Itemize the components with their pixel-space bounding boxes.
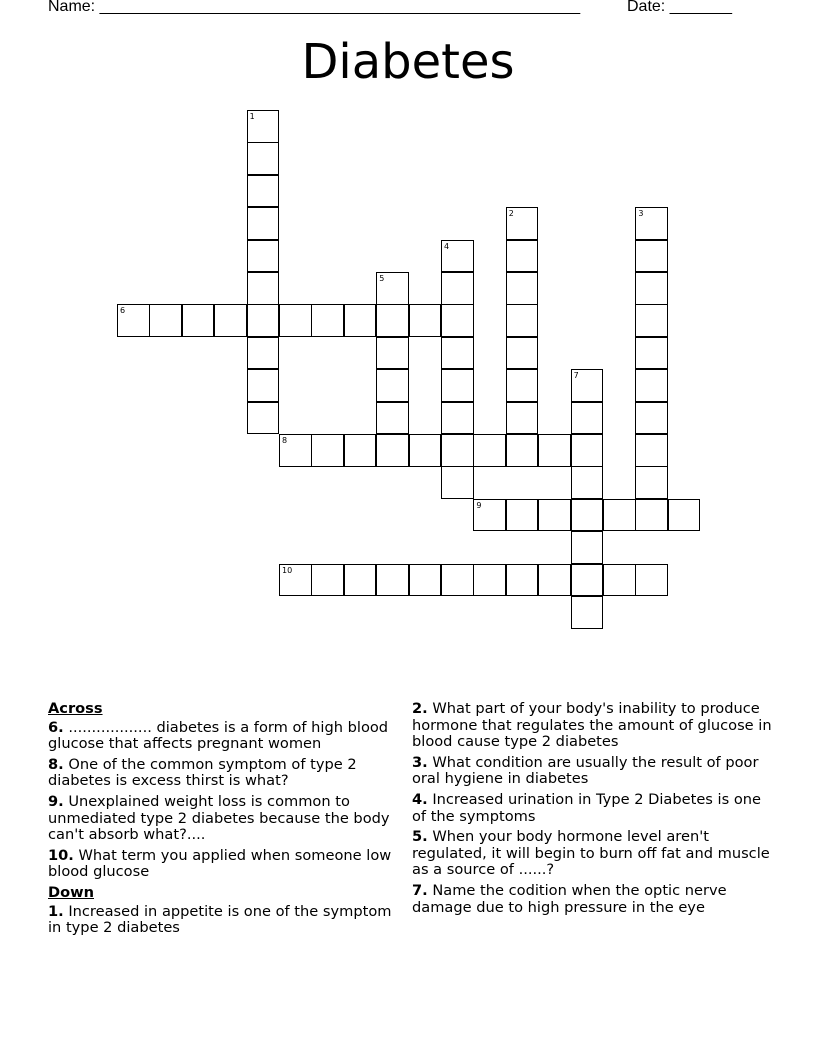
crossword-cell[interactable] (441, 402, 474, 435)
crossword-cell[interactable] (247, 175, 280, 208)
crossword-cell[interactable] (506, 369, 539, 402)
crossword-cell[interactable] (571, 564, 604, 597)
down-heading: Down (48, 883, 95, 901)
crossword-cell[interactable] (635, 466, 668, 499)
crossword-cell[interactable] (538, 564, 571, 597)
clue-number: 9 (476, 500, 482, 510)
crossword-cell[interactable] (376, 564, 409, 597)
clue-number: 6 (120, 306, 126, 316)
crossword-cell[interactable] (247, 337, 280, 370)
crossword-cell[interactable] (635, 499, 668, 532)
date-field-label: Date: _______ (627, 0, 732, 15)
crossword-cell[interactable] (247, 402, 280, 435)
crossword-cell[interactable] (247, 240, 280, 273)
crossword-cell[interactable] (506, 499, 539, 532)
crossword-cell[interactable] (279, 564, 312, 597)
crossword-cell[interactable] (117, 304, 150, 337)
crossword-cell[interactable] (441, 434, 474, 467)
crossword-cell[interactable] (279, 434, 312, 467)
clue-number: 8 (282, 436, 288, 445)
crossword-cell[interactable] (376, 304, 409, 337)
crossword-cell[interactable] (668, 499, 701, 532)
crossword-cell[interactable] (538, 499, 571, 532)
clue-number: 7 (573, 371, 579, 381)
crossword-cell[interactable] (571, 369, 604, 402)
clues-left-column (48, 701, 408, 941)
crossword-cell[interactable] (409, 304, 442, 337)
crossword-cell[interactable] (506, 337, 539, 370)
crossword-cell[interactable] (247, 369, 280, 402)
crossword-cell[interactable] (635, 337, 668, 370)
crossword-cell[interactable] (506, 402, 539, 435)
crossword-cell[interactable] (603, 499, 636, 532)
crossword-cell[interactable] (182, 304, 215, 337)
crossword-cell[interactable] (441, 240, 474, 273)
crossword-cell[interactable] (247, 207, 280, 240)
crossword-cell[interactable] (506, 564, 539, 597)
crossword-cell[interactable] (571, 434, 604, 467)
crossword-cell[interactable] (506, 207, 539, 240)
clue-number: 3 (638, 209, 644, 219)
crossword-cell[interactable] (214, 304, 247, 337)
crossword-cell[interactable] (571, 531, 604, 564)
clue-across-8: 8. One of the common symptom of type 2 diabetes is excess thirst is what? (48, 755, 357, 790)
crossword-cell[interactable] (538, 434, 571, 467)
crossword-cell[interactable] (441, 337, 474, 370)
crossword-cell[interactable] (473, 564, 506, 597)
clue-across-9: 9. Unexplained weight loss is common to unmediated type 2 diabetes because the body can't absorb what?.... (48, 792, 390, 844)
crossword-cell[interactable] (635, 207, 668, 240)
crossword-cell[interactable] (311, 434, 344, 467)
clue-number: 4 (444, 241, 450, 251)
crossword-cell[interactable] (376, 434, 409, 467)
clue-number: 2 (508, 209, 514, 219)
crossword-cell[interactable] (344, 434, 377, 467)
clue-down-4: 4. Increased urination in Type 2 Diabetes is one of the symptoms (412, 790, 761, 825)
crossword-cell[interactable] (635, 240, 668, 273)
clue-down-5: 5. When your body hormone level aren't regulated, it will begin to burn off fat and muscle as a source of ......? (412, 828, 770, 879)
crossword-cell[interactable] (506, 272, 539, 305)
crossword-cell[interactable] (473, 499, 506, 532)
clue-across-6: 6. .................. diabetes is a form of high blood glucose that affects pregnant women (48, 718, 389, 753)
crossword-cell[interactable] (311, 564, 344, 597)
crossword-cell[interactable] (344, 564, 377, 597)
crossword-cell[interactable] (441, 369, 474, 402)
clue-down-3: 3. What condition are usually the result of poor oral hygiene in diabetes (412, 753, 759, 788)
clue-down-1: 1. Increased in appetite is one of the symptom in type 2 diabetes (48, 902, 392, 937)
crossword-cell[interactable] (571, 402, 604, 435)
crossword-cell[interactable] (376, 402, 409, 435)
crossword-cell[interactable] (344, 304, 377, 337)
crossword-cell[interactable] (247, 272, 280, 305)
crossword-cell[interactable] (441, 466, 474, 499)
crossword-cell[interactable] (571, 596, 604, 629)
clue-number: 5 (379, 274, 385, 283)
crossword-cell[interactable] (441, 564, 474, 597)
crossword-cell[interactable] (279, 304, 312, 337)
crossword-cell[interactable] (376, 272, 409, 305)
crossword-cell[interactable] (635, 434, 668, 467)
crossword-cell[interactable] (635, 304, 668, 337)
crossword-cell[interactable] (635, 369, 668, 402)
clue-number: 1 (249, 112, 255, 121)
clue-down-7: 7. Name the codition when the optic nerve damage due to high pressure in the eye (412, 881, 727, 916)
crossword-cell[interactable] (506, 304, 539, 337)
crossword-cell[interactable] (506, 434, 539, 467)
crossword-cell[interactable] (376, 369, 409, 402)
clue-number: 10 (282, 565, 293, 575)
crossword-cell[interactable] (409, 434, 442, 467)
name-field-label: Name: ______________________________________________________ (48, 0, 581, 15)
crossword-cell[interactable] (441, 304, 474, 337)
page-title: Diabetes (301, 34, 515, 90)
crossword-cell[interactable] (571, 466, 604, 499)
crossword-cell[interactable] (603, 564, 636, 597)
crossword-cell[interactable] (473, 434, 506, 467)
crossword-cell[interactable] (149, 304, 182, 337)
crossword-cell[interactable] (247, 110, 280, 143)
clue-down-2: 2. What part of your body's inability to produce hormone that regulates the amount of glucose in blood cause type 2 diabetes (412, 700, 772, 751)
crossword-cell[interactable] (376, 337, 409, 370)
across-heading: Across (48, 700, 103, 717)
clue-across-10: 10. What term you applied when someone low blood glucose (48, 846, 392, 881)
crossword-cell[interactable] (635, 564, 668, 597)
crossword-cell[interactable] (441, 272, 474, 305)
crossword-cell[interactable] (247, 142, 280, 175)
crossword-cell[interactable] (635, 402, 668, 435)
crossword-cell[interactable] (409, 564, 442, 597)
crossword-cell[interactable] (311, 304, 344, 337)
crossword-cell[interactable] (247, 304, 280, 337)
crossword-cell[interactable] (571, 499, 604, 532)
crossword-cell[interactable] (506, 240, 539, 273)
clues-right-column (412, 701, 772, 920)
crossword-cell[interactable] (635, 272, 668, 305)
